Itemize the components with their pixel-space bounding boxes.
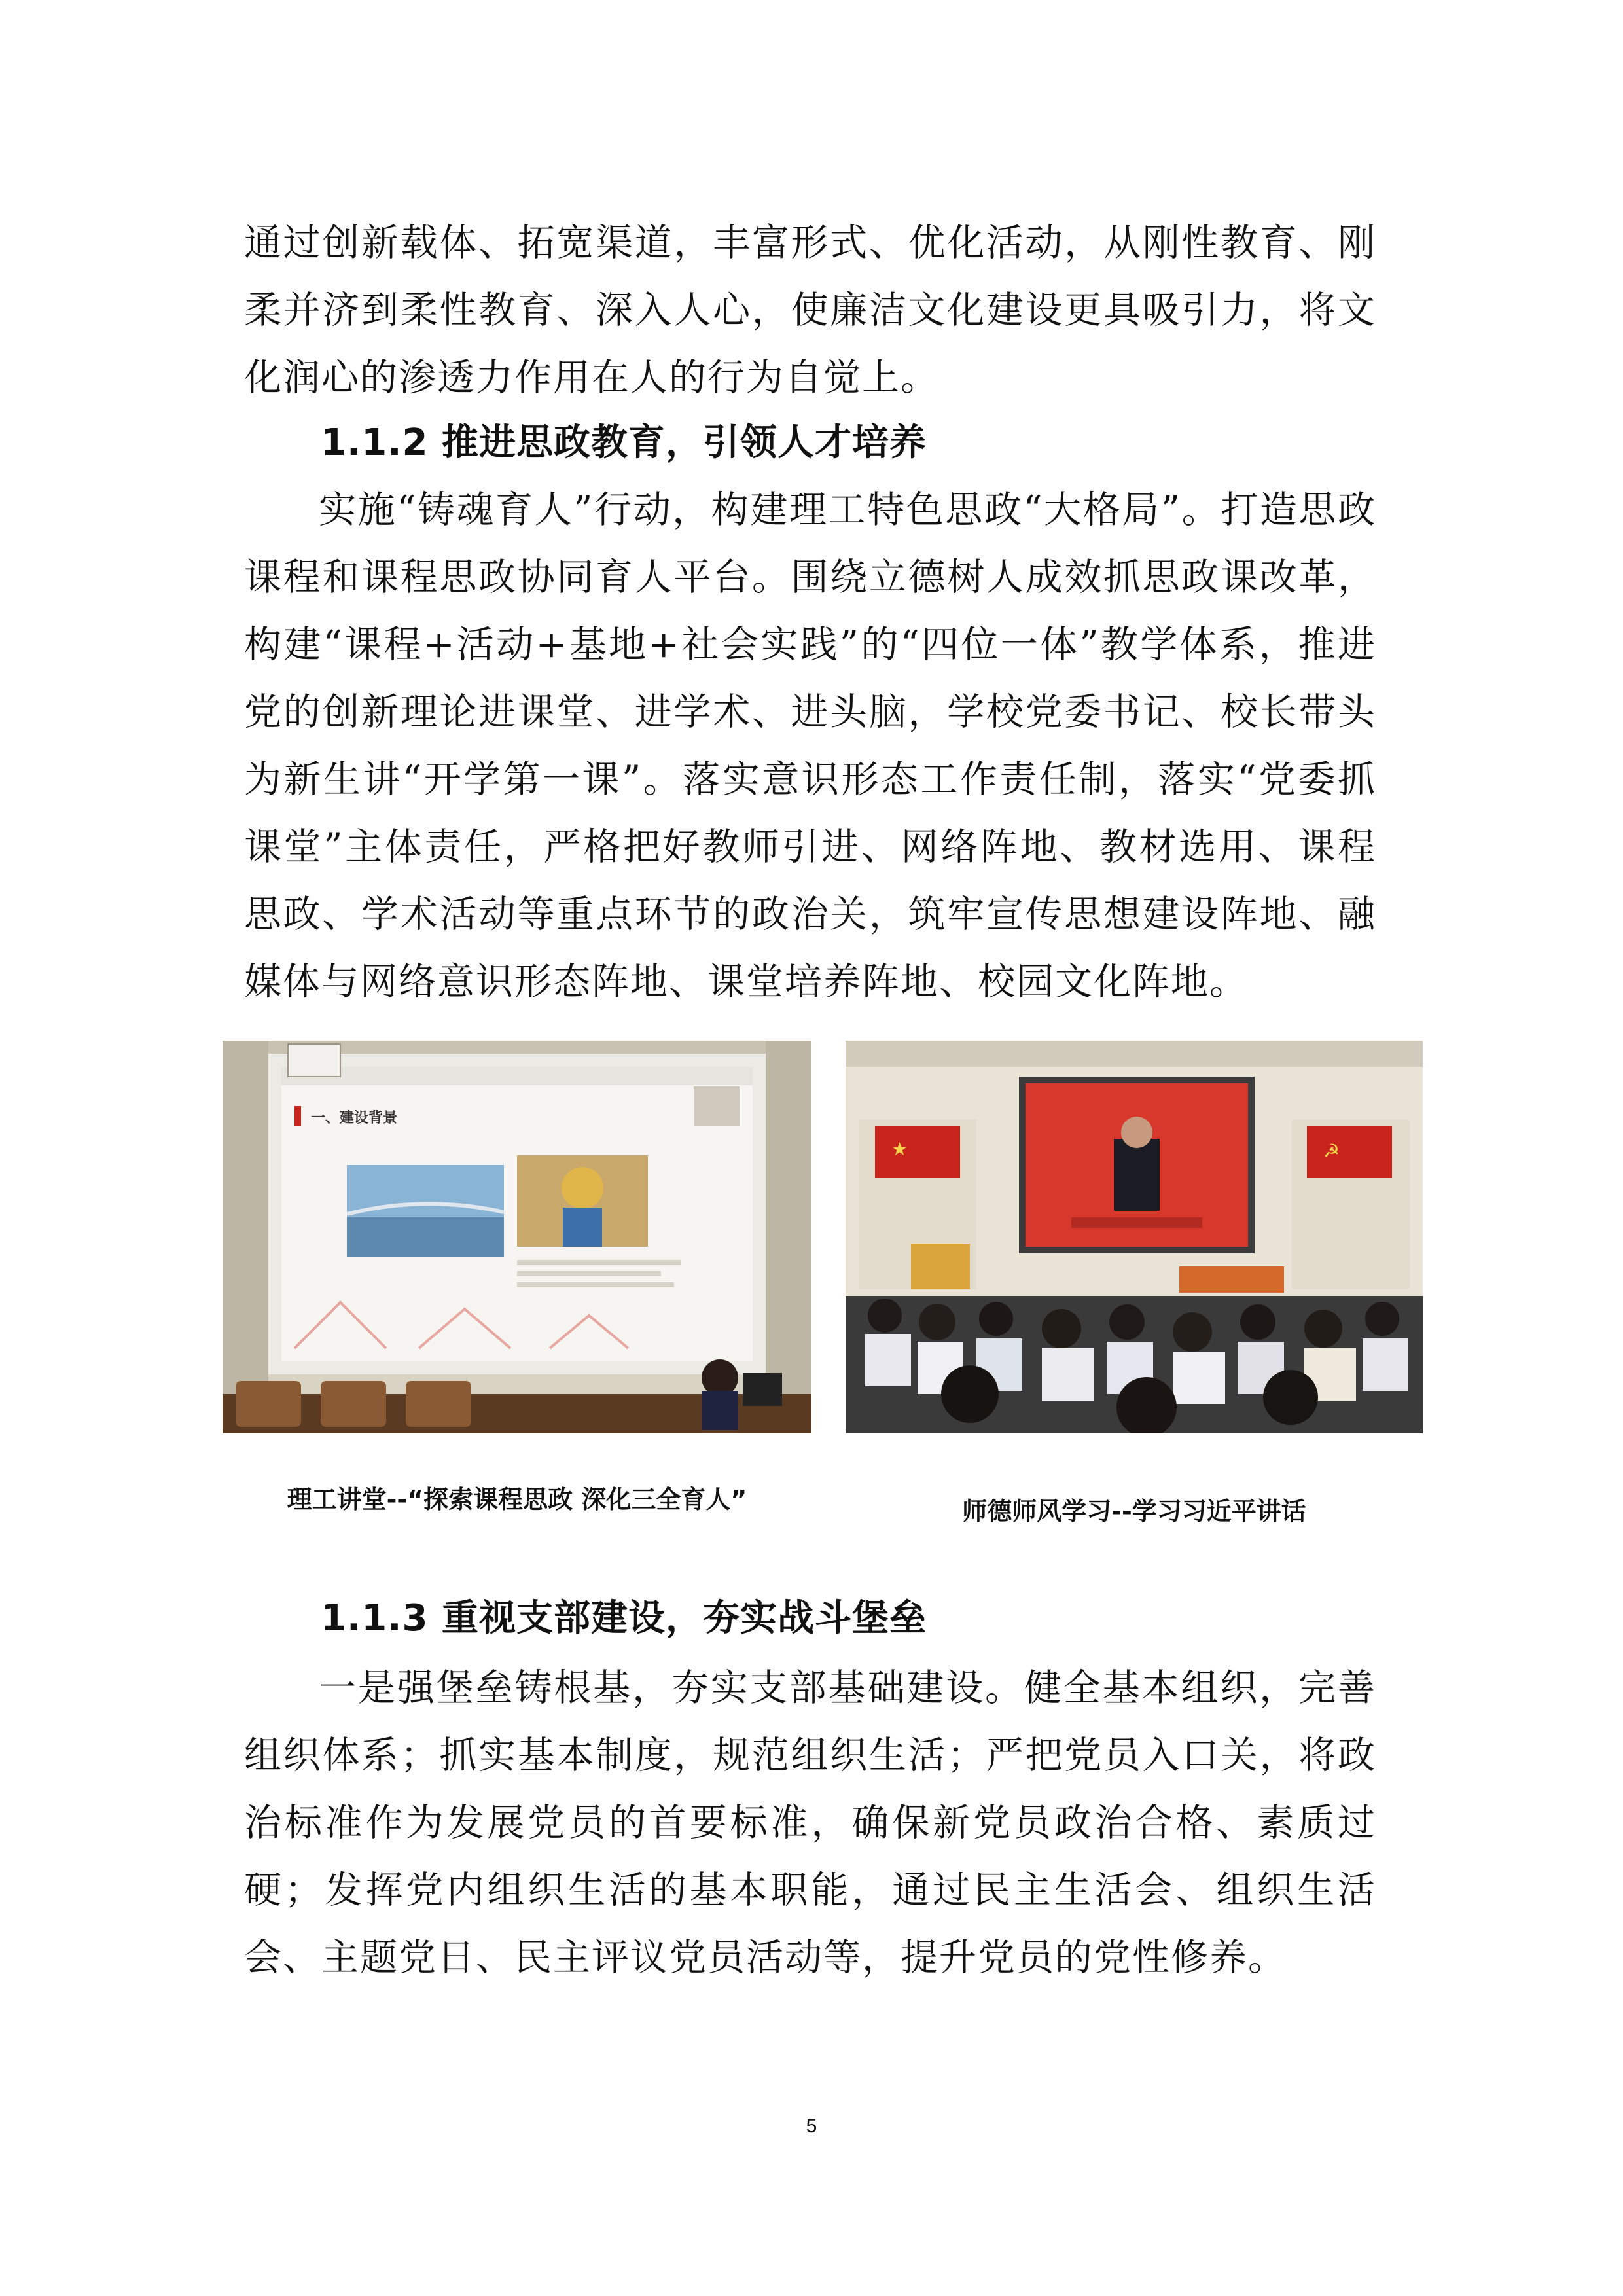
paragraph-branch-building: 一是强堡垒铸根基，夯实支部基础建设。健全基本组织，完善组织体系；抓实基本制度，规范组织生活；严把党员入口关，将政治标准作为发展党员的首要标准，确保新党员政治合格、素质过硬；发挥党内组织生活的基本职能，通过民主生活会、组织生活会、主题党日、民主评议党员活动等，提升党员的党性修养。 — [244, 1666, 1376, 1979]
page-number: 5 — [806, 2115, 817, 2137]
caption-meeting: 师德师风学习--学习习近平讲话 — [962, 1497, 1306, 1526]
svg-text:☭: ☭ — [1323, 1140, 1340, 1162]
paragraph-intro: 通过创新载体、拓宽渠道，丰富形式、优化活动，从刚性教育、刚柔并济到柔性教育、深入人心，使廉洁文化建设更具吸引力，将文化润心的渗透力作用在人的行为自觉上。 — [244, 221, 1376, 399]
photo-lecture — [223, 1041, 812, 1433]
heading-1-1-2: 1.1.2 推进思政教育，引领人才培养 — [321, 422, 927, 464]
caption-lecture: 理工讲堂--“探索课程思政 深化三全育人” — [287, 1485, 747, 1514]
heading-1-1-3: 1.1.3 重视支部建设，夯实战斗堡垒 — [321, 1597, 927, 1640]
lecture-scene-image — [223, 1041, 812, 1433]
meeting-scene-image — [846, 1041, 1423, 1433]
svg-text:★: ★ — [891, 1138, 908, 1160]
slide-title-text: 一、建设背景 — [311, 1110, 398, 1126]
photo-meeting — [846, 1041, 1423, 1433]
paragraph-ideological-education: 实施“铸魂育人”行动，构建理工特色思政“大格局”。打造思政课程和课程思政协同育人平台。围绕立德树人成效抓思政课改革，构建“课程+活动+基地+社会实践”的“四位一体”教学体系，推进党的创新理论进课堂、进学术、进头脑，学校党委书记、校长带头为新生讲“开学第一课”。落实意识形态工作责任制，落实“党委抓课堂”主体责任，严格把好教师引进、网络阵地、教材选用、课程思政、学术活动等重点环节的政治关，筑牢宣传思想建设阵地、融媒体与网络意识形态阵地、课堂培养阵地、校园文化阵地。 — [244, 488, 1376, 1003]
